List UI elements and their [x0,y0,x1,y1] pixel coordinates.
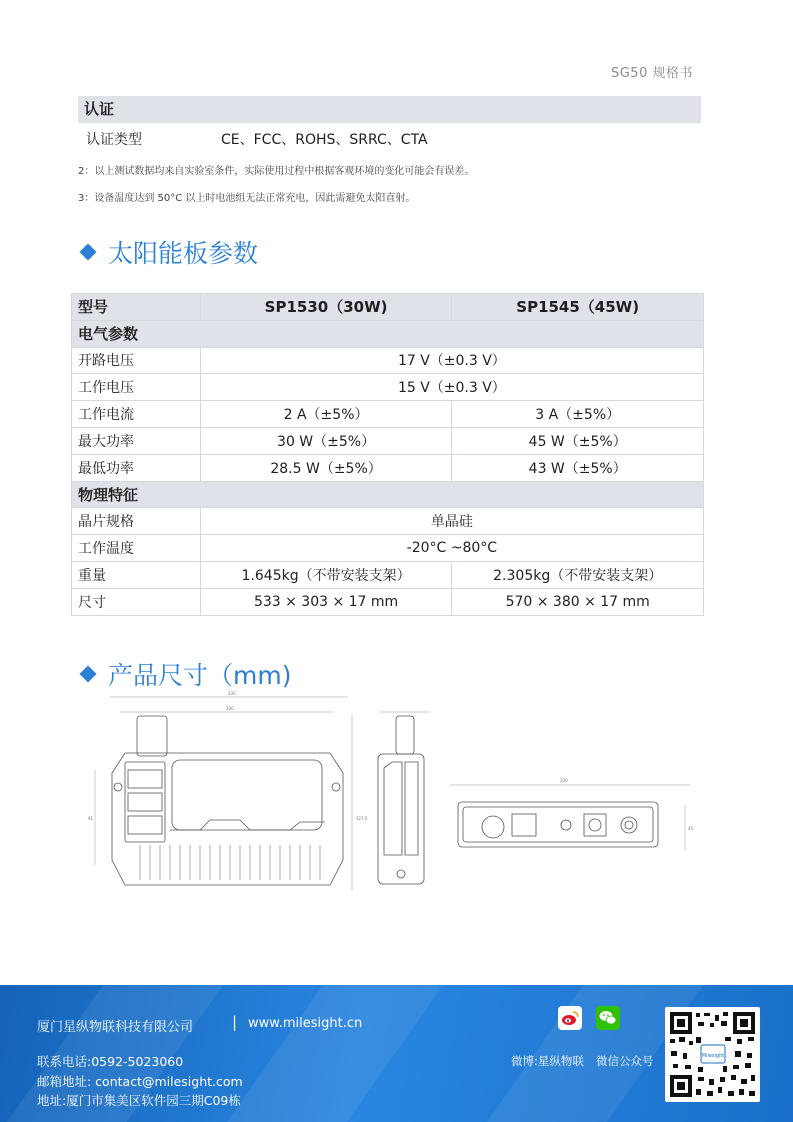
certification-type-label: 认证类型 [86,132,142,148]
header-sp1530: SP1530（30W) [200,294,452,321]
footer-address: 地址:厦门市集美区软件园三期C09栋 [37,1093,241,1108]
table-row [72,535,704,562]
dimensions-section-title-text: 产品尺寸（mm) [108,661,292,690]
header-sp1545: SP1545（45W) [452,294,704,321]
row-value-sp1545: 43 W（±5%） [452,454,704,481]
table-header-row [72,294,704,321]
solar-spec-table [71,293,704,616]
row-value-sp1545: 2.305kg（不带安装支架） [452,561,704,588]
row-label: 工作电压 [72,374,201,401]
footer-website-link[interactable]: www.milesight.cn [248,1016,363,1031]
table-row [72,374,704,401]
diamond-bullet-icon [80,244,97,261]
footer-separator: | [232,1013,238,1031]
row-value-sp1545: 3 A（±5%） [452,401,704,428]
row-value: -20°C ~80°C [200,535,703,562]
table-row [72,401,704,428]
footer-company-name: 厦门星纵物联科技有限公司 [37,1020,194,1035]
dim-label-front-total-width: 230 [228,691,236,696]
group-electrical-label: 电气参数 [72,320,704,347]
solar-section-title-text: 太阳能板参数 [108,239,259,268]
row-value: 17 V（±0.3 V） [200,347,703,374]
wechat-label: 微信公众号 [596,1054,654,1068]
table-row [72,454,704,481]
document-header: SG50 规格书 [610,66,693,81]
dim-label-front-height: 91 [88,816,94,821]
table-row [72,588,704,615]
row-label: 工作温度 [72,535,201,562]
table-row [72,427,704,454]
front-view-drawing [95,697,352,890]
table-row [72,561,704,588]
product-dimension-drawings [0,690,793,890]
row-value: 15 V（±0.3 V） [200,374,703,401]
row-value-sp1545: 45 W（±5%） [452,427,704,454]
row-value-sp1545: 570 × 380 × 17 mm [452,588,704,615]
footer-email[interactable]: 邮箱地址: contact@milesight.com [37,1074,243,1089]
footer [0,985,793,1122]
qr-code [665,1007,760,1102]
dim-label-front-height-right: 127.5 [356,816,368,821]
row-label: 重量 [72,561,201,588]
note-3: 3：设备温度达到 50°C 以上时电池组无法正常充电，因此需避免太阳直射。 [78,193,416,204]
row-label: 开路电压 [72,347,201,374]
row-value-sp1530: 30 W（±5%） [200,427,452,454]
group-physical-label: 物理特征 [72,481,704,508]
group-row-physical [72,481,704,508]
row-label: 工作电流 [72,401,201,428]
dim-label-front-inner-width: 200 [226,706,234,711]
weibo-label: 微博:星纵物联 [511,1054,584,1068]
wechat-icon[interactable] [596,1006,620,1030]
table-row [72,508,704,535]
table-row [72,347,704,374]
certification-row [78,126,701,154]
certification-title: 认证 [78,96,701,123]
svg-text:Milesight: Milesight [701,1053,725,1059]
row-value-sp1530: 2 A（±5%） [200,401,452,428]
row-value-sp1530: 533 × 303 × 17 mm [200,588,452,615]
row-value-sp1530: 28.5 W（±5%） [200,454,452,481]
row-value: 单晶硅 [200,508,703,535]
dim-label-bottom-width: 200 [560,778,568,783]
certification-type-value: CE、FCC、ROHS、SRRC、CTA [221,132,428,148]
dimensions-section-title [78,656,291,692]
side-view-drawing [378,712,430,884]
diamond-bullet-icon [80,666,97,683]
footer-phone: 联系电话:0592-5023060 [37,1054,184,1069]
row-label: 最大功率 [72,427,201,454]
header-model: 型号 [72,294,201,321]
solar-section-title [78,234,258,270]
row-label: 晶片规格 [72,508,201,535]
weibo-icon[interactable] [558,1006,582,1030]
row-label: 尺寸 [72,588,201,615]
bottom-view-drawing [450,785,690,850]
row-value-sp1530: 1.645kg（不带安装支架） [200,561,452,588]
note-2: 2：以上测试数据均来自实验室条件，实际使用过程中根据客观环境的变化可能会有误差。 [78,166,475,177]
row-label: 最低功率 [72,454,201,481]
group-row-electrical [72,320,704,347]
dim-label-bottom-height: 45 [688,826,694,831]
